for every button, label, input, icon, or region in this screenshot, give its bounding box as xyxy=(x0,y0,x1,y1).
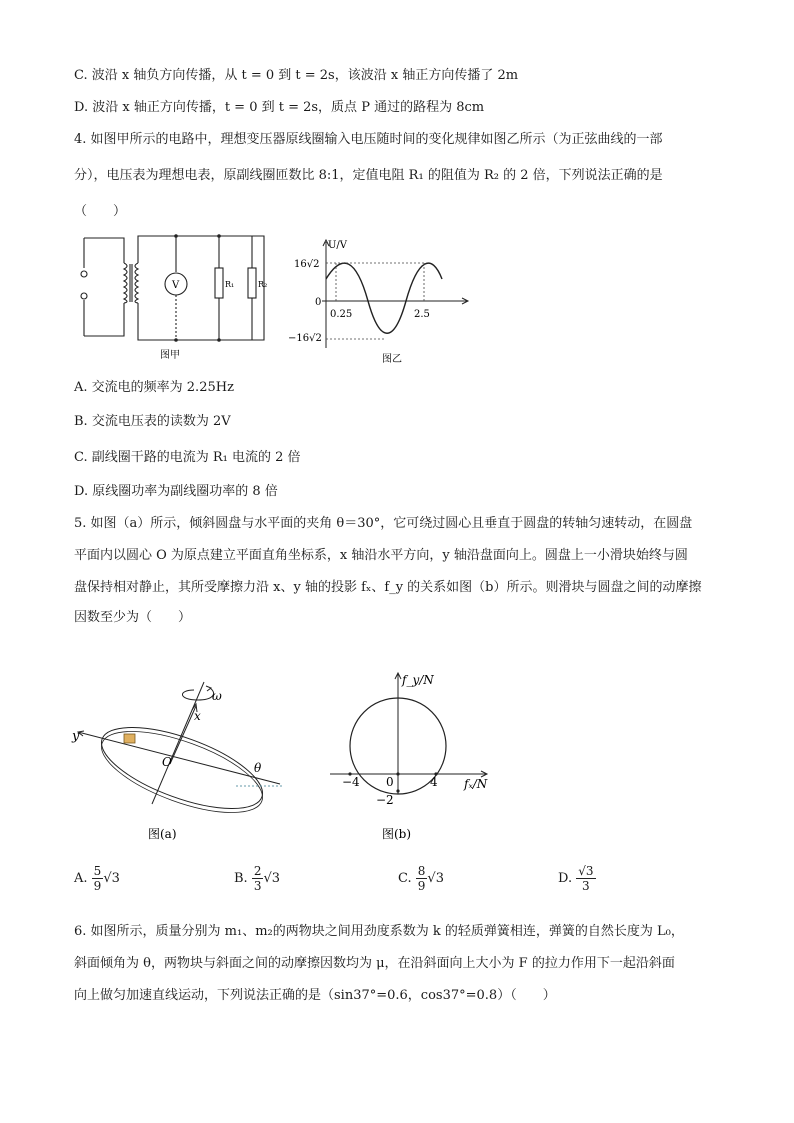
option-d-fraction xyxy=(576,864,595,893)
q5-option-d xyxy=(558,864,596,893)
q5-stem-line-4: 因数至少为（ ） xyxy=(74,610,192,625)
q3-option-d: D. 波沿 x 轴正方向传播，t = 0 到 t = 2s，质点 P 通过的路程为 8cm xyxy=(74,100,485,115)
option-b-root: √3 xyxy=(263,871,281,886)
option-b-fraction xyxy=(252,864,264,893)
q6-stem-line-3: 向上做匀加速直线运动，下列说法正确的是（sin37°=0.6，cos37°=0.8）（ ） xyxy=(74,988,556,1003)
slider-block xyxy=(124,734,135,743)
q5-disk-figure xyxy=(66,676,296,846)
option-c-root: √3 xyxy=(427,871,444,886)
q5-option-c xyxy=(398,864,444,893)
q3-option-c: C. 波沿 x 轴负方向传播，从 t = 0 到 t = 2s，该波沿 x 轴正方向传播了 2m xyxy=(74,68,519,83)
q4-option-a: A. 交流电的频率为 2.25Hz xyxy=(74,380,234,395)
q4-option-c: C. 副线圈干路的电流为 R₁ 电流的 2 倍 xyxy=(74,450,301,465)
option-b-letter: B. xyxy=(234,871,248,886)
fig-yi-caption: 图乙 xyxy=(382,354,402,365)
q5-stem-line-3: 盘保持相对静止，其所受摩擦力沿 x、y 轴的投影 fₓ、f_y 的关系如图（b）所示。则滑块与圆盘之间的动摩擦 xyxy=(74,580,702,595)
option-c-numerator: 8 xyxy=(417,864,426,878)
option-c-fraction xyxy=(416,864,428,893)
fx-axis-label: fₓ/N xyxy=(464,777,488,791)
tick-minus-2: −2 xyxy=(376,793,394,807)
q5-option-b xyxy=(234,864,280,893)
option-a-denominator: 9 xyxy=(93,879,102,893)
origin-o-label: O xyxy=(162,755,172,769)
omega-symbol: ω xyxy=(212,689,222,703)
q4-circuit-figure xyxy=(74,228,274,368)
option-d-letter: D. xyxy=(558,871,573,886)
q6-stem-line-2: 斜面倾角为 θ，两物块与斜面之间的动摩擦因数均为 μ，在沿斜面向上大小为 F 的拉力作用下一起沿斜面 xyxy=(74,956,675,971)
option-a-numerator: 5 xyxy=(93,864,102,878)
y-axis-letter: y xyxy=(72,729,80,744)
q5-friction-graph xyxy=(326,664,506,848)
q4-voltage-graph xyxy=(282,238,482,368)
q4-option-b: B. 交流电压表的读数为 2V xyxy=(74,414,231,429)
option-c-denominator: 9 xyxy=(417,879,426,893)
voltmeter-label: V xyxy=(172,280,180,291)
option-d-denominator: 3 xyxy=(582,879,590,893)
q6-stem-line-1: 6. 如图所示，质量分别为 m₁、m₂的两物块之间用劲度系数为 k 的轻质弹簧相连，弹簧的自然长度为 L₀， xyxy=(74,924,684,939)
y-bottom-label: −16√2 xyxy=(288,333,322,344)
q4-stem-line-3: （ ） xyxy=(74,204,127,219)
x-axis-letter: x xyxy=(194,709,201,723)
u-axis-label: U/V xyxy=(328,240,348,251)
option-d-numerator: √3 xyxy=(578,864,594,878)
option-a-fraction xyxy=(92,864,104,893)
t2-label: 2.5 xyxy=(414,309,430,320)
r2-label: R₂ xyxy=(258,280,268,289)
tick-zero: 0 xyxy=(386,775,394,789)
theta-label: θ xyxy=(254,761,262,775)
fig-a-caption: 图(a) xyxy=(148,827,177,841)
tick-4: 4 xyxy=(430,775,438,789)
q5-option-a xyxy=(74,864,120,893)
q4-option-d: D. 原线圈功率为副线圈功率的 8 倍 xyxy=(74,484,278,499)
fig-jia-caption: 图甲 xyxy=(160,350,180,361)
fy-axis-label: f_y/N xyxy=(402,673,434,687)
q4-stem-line-2: 分），电压表为理想电表，原副线圈匝数比 8:1，定值电阻 R₁ 的阻值为 R₂ 的 2 倍，下列说法正确的是 xyxy=(74,168,663,183)
t1-label: 0.25 xyxy=(330,309,353,320)
r1-label: R₁ xyxy=(225,280,235,289)
fig-b-caption: 图(b) xyxy=(382,827,412,841)
option-a-letter: A. xyxy=(74,871,88,886)
q4-stem-line-1: 4. 如图甲所示的电路中，理想变压器原线圈输入电压随时间的变化规律如图乙所示（为正弦曲线的一部 xyxy=(74,132,663,147)
tick-minus-4: −4 xyxy=(342,775,360,789)
option-b-denominator: 3 xyxy=(253,879,262,893)
q5-stem-line-2: 平面内以圆心 O 为原点建立平面直角坐标系，x 轴沿水平方向，y 轴沿盘面向上。圆盘上一小滑块始终与圆 xyxy=(74,548,688,563)
option-b-numerator: 2 xyxy=(253,864,262,878)
option-a-root: √3 xyxy=(103,871,120,886)
q5-stem-line-1: 5. 如图（a）所示，倾斜圆盘与水平面的夹角 θ＝30°，它可绕过圆心且垂直于圆盘的转轴匀速转动，在圆盘 xyxy=(74,516,693,531)
y-top-label: 16√2 xyxy=(294,259,320,270)
option-c-letter: C. xyxy=(398,871,412,886)
origin-label: 0 xyxy=(315,297,322,308)
